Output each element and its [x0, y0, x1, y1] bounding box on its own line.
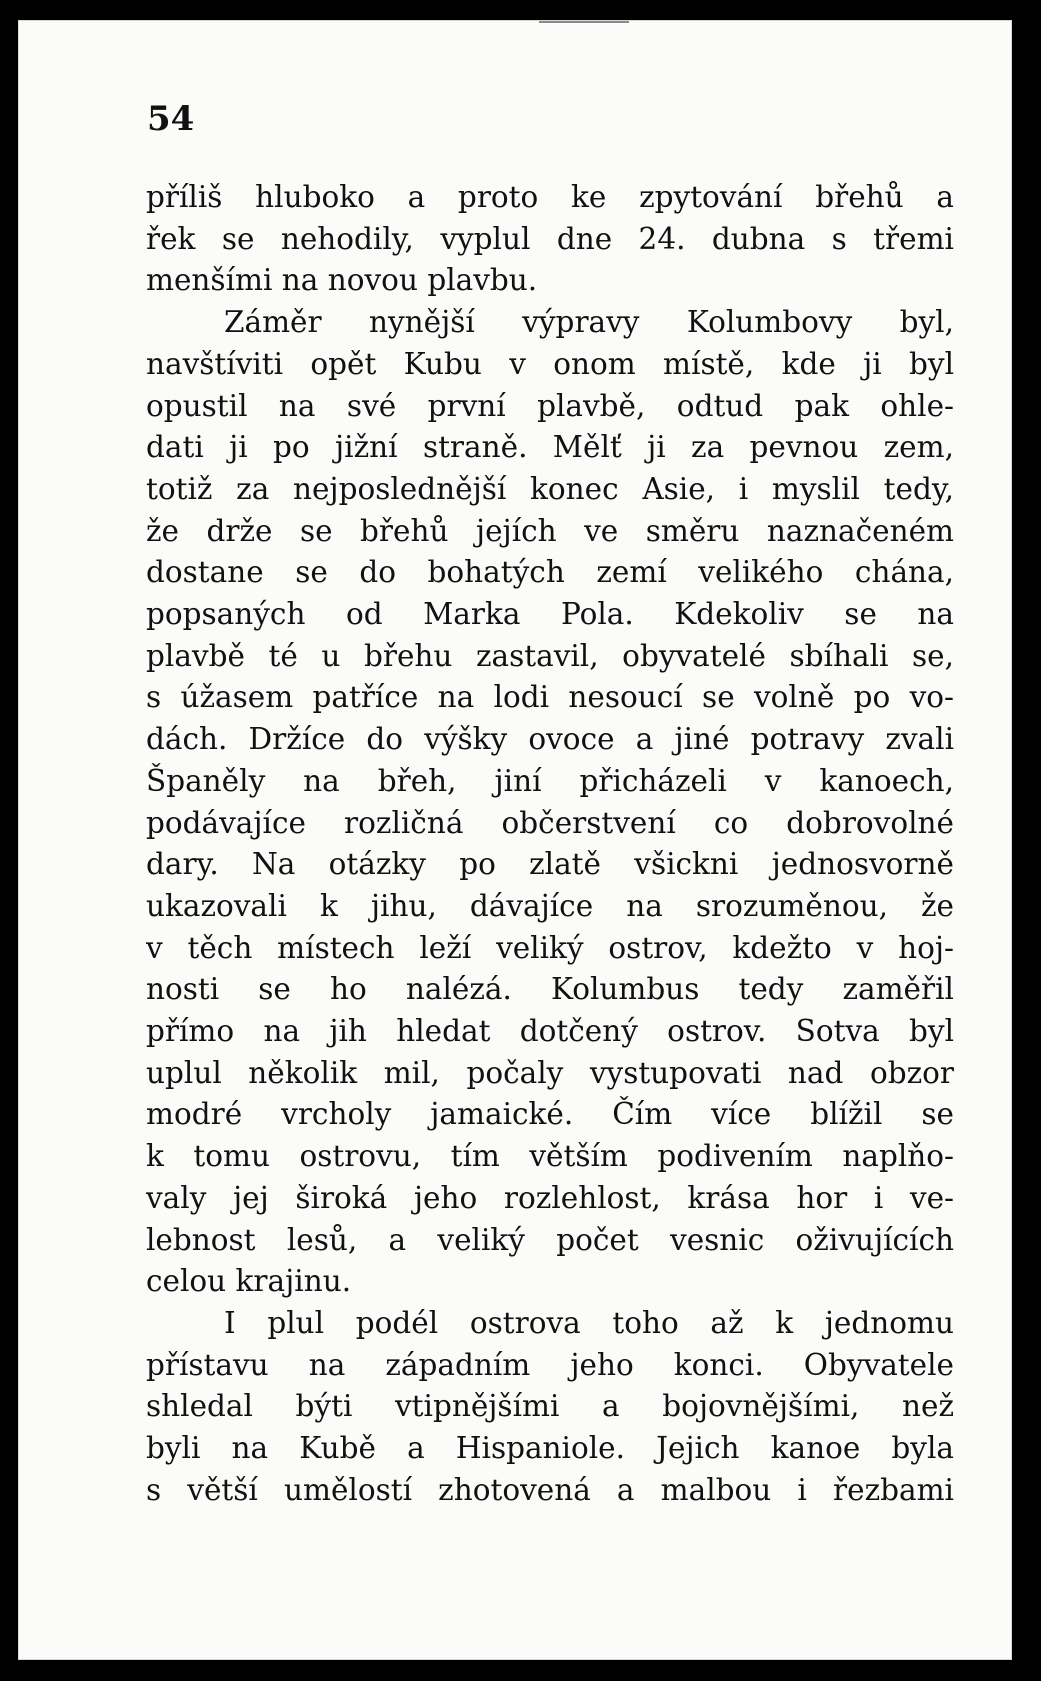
text-line: uplul několik mil, počaly vystupovati nad obzor — [146, 1055, 954, 1090]
text-line: lebnost lesů, a veliký počet vesnic oživujících — [146, 1222, 954, 1257]
page-number: 54 — [147, 99, 195, 139]
text-line: s větší umělostí zhotovená a malbou i řezbami — [146, 1472, 954, 1507]
text-line: popsaných od Marka Pola. Kdekoliv se na — [146, 597, 954, 632]
text-line: řek se nehodily, vyplul dne 24. dubna s třemi — [146, 221, 954, 256]
text-line: shledal býti vtipnějšími a bojovnějšími, než — [146, 1389, 954, 1424]
text-line: Záměr nynější výpravy Kolumbovy byl, — [224, 305, 954, 340]
text-line: Španěly na břeh, jiní přicházeli v kanoech, — [146, 763, 954, 798]
text-line: podávajíce rozličná občerstvení co dobrovolné — [146, 805, 954, 840]
text-line: k tomu ostrovu, tím větším podivením naplňo- — [146, 1139, 954, 1174]
text-line: dary. Na otázky po zlatě všickni jednosvorně — [146, 847, 954, 882]
text-line: plavbě té u břehu zastavil, obyvatelé sbíhali se, — [146, 638, 954, 673]
body-text — [146, 177, 954, 1512]
text-line: valy jej široká jeho rozlehlost, krása hor i ve- — [146, 1180, 954, 1215]
book-page — [18, 20, 1012, 1660]
text-line: dách. Držíce do výšky ovoce a jiné potravy zvali — [146, 722, 954, 757]
text-line: nosti se ho nalézá. Kolumbus tedy zaměřil — [146, 972, 954, 1007]
text-line: přímo na jih hledat dotčený ostrov. Sotva byl — [146, 1014, 954, 1049]
text-line: totiž za nejposlednější konec Asie, i myslil tedy, — [146, 471, 954, 506]
top-edge-mark — [539, 21, 629, 23]
text-line: opustil na své první plavbě, odtud pak ohle- — [146, 388, 954, 423]
text-line: dati ji po jižní straně. Mělť ji za pevnou zem, — [146, 430, 954, 465]
text-line: byli na Kubě a Hispaniole. Jejich kanoe byla — [146, 1431, 954, 1466]
text-line: dostane se do bohatých zemí velikého chána, — [146, 555, 954, 590]
text-line: příliš hluboko a proto ke zpytování břehů a — [146, 180, 954, 214]
text-line: I plul podél ostrova toho až k jednomu — [224, 1305, 954, 1340]
text-line: menšími na novou plavbu. — [146, 263, 538, 298]
text-line: přístavu na západním jeho konci. Obyvatele — [146, 1347, 954, 1382]
text-line: modré vrcholy jamaické. Čím více blížil se — [146, 1097, 954, 1132]
text-line: že drže se břehů jejích ve směru naznačeném — [146, 513, 954, 548]
text-line: navštíviti opět Kubu v onom místě, kde ji byl — [146, 346, 954, 381]
text-line: v těch místech leží veliký ostrov, kdežto v hoj- — [146, 930, 954, 965]
text-line: ukazovali k jihu, dávajíce na srozuměnou, že — [146, 888, 954, 923]
text-line: s úžasem patříce na lodi nesoucí se volně po vo- — [146, 680, 954, 715]
text-line: celou krajinu. — [146, 1264, 352, 1299]
